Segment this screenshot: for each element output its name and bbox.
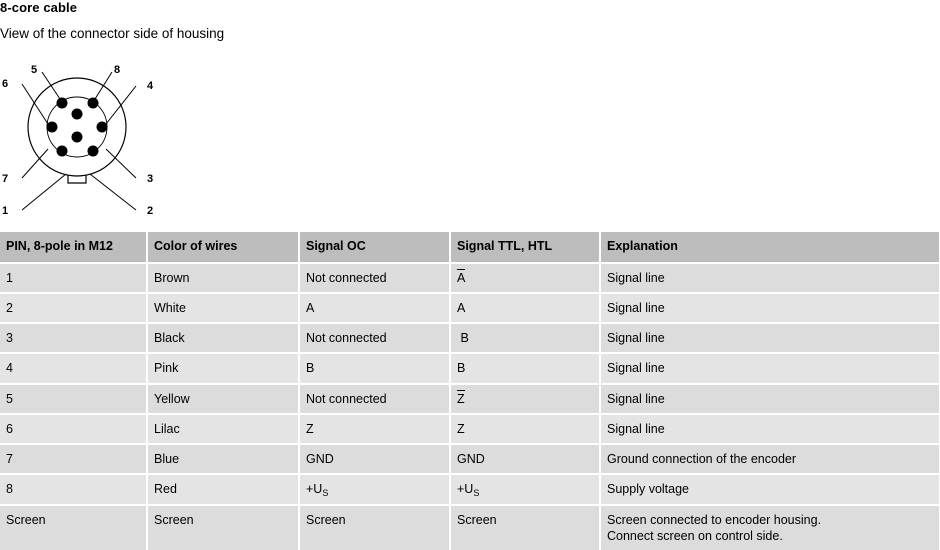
cell-pin: Screen bbox=[0, 505, 147, 550]
cell-explanation: Signal line bbox=[600, 263, 939, 293]
cell-signal-oc: Screen bbox=[299, 505, 450, 550]
cell-signal-ttl-htl: B bbox=[450, 353, 600, 383]
svg-text:5: 5 bbox=[31, 64, 38, 76]
table-header-row bbox=[0, 232, 939, 263]
cell-explanation: Signal line bbox=[600, 414, 939, 444]
cell-signal-ttl-htl: Screen bbox=[450, 505, 600, 550]
table-row bbox=[0, 293, 939, 323]
pinout-table bbox=[0, 232, 939, 550]
cell-explanation: Ground connection of the encoder bbox=[600, 444, 939, 474]
cell-pin: 2 bbox=[0, 293, 147, 323]
column-header-color: Color of wires bbox=[147, 232, 299, 263]
cell-pin: 7 bbox=[0, 444, 147, 474]
page-title: 8-core cable bbox=[0, 0, 78, 15]
cell-color: Screen bbox=[147, 505, 299, 550]
cell-explanation: Supply voltage bbox=[600, 474, 939, 504]
cell-signal-oc: A bbox=[299, 293, 450, 323]
cell-signal-ttl-htl: GND bbox=[450, 444, 600, 474]
page-subtitle: View of the connector side of housing bbox=[0, 26, 225, 41]
cell-signal-ttl-htl: A bbox=[450, 293, 600, 323]
table-row bbox=[0, 414, 939, 444]
cell-signal-ttl-htl bbox=[450, 323, 600, 353]
supply-voltage-subscript: S bbox=[473, 488, 480, 499]
column-header-signal-oc: Signal OC bbox=[299, 232, 450, 263]
svg-text:6: 6 bbox=[2, 78, 9, 90]
m12-8-pole-connector-pinout-diagram bbox=[0, 50, 200, 215]
cell-pin: 6 bbox=[0, 414, 147, 444]
cell-signal-oc: GND bbox=[299, 444, 450, 474]
signal-suffix: B bbox=[457, 331, 469, 346]
supply-voltage-label: +U bbox=[306, 482, 323, 497]
supply-voltage-label: +U bbox=[457, 482, 474, 497]
cell-signal-ttl-htl bbox=[450, 384, 600, 414]
cell-pin: 5 bbox=[0, 384, 147, 414]
overline-signal: A bbox=[457, 270, 466, 285]
column-header-pin: PIN, 8-pole in M12 bbox=[0, 232, 147, 263]
table-row bbox=[0, 384, 939, 414]
cell-pin: 8 bbox=[0, 474, 147, 504]
cell-color: Red bbox=[147, 474, 299, 504]
svg-text:2: 2 bbox=[147, 205, 154, 215]
cell-pin: 4 bbox=[0, 353, 147, 383]
cell-color: Black bbox=[147, 323, 299, 353]
cell-signal-oc bbox=[299, 474, 450, 504]
column-header-explanation: Explanation bbox=[600, 232, 939, 263]
table-row bbox=[0, 263, 939, 293]
svg-text:7: 7 bbox=[2, 173, 9, 185]
cell-signal-oc: B bbox=[299, 353, 450, 383]
cell-explanation bbox=[600, 505, 939, 550]
cell-color: Pink bbox=[147, 353, 299, 383]
explanation-line-1: Screen connected to encoder housing. bbox=[607, 512, 822, 527]
cell-pin: 3 bbox=[0, 323, 147, 353]
table-row bbox=[0, 444, 939, 474]
cell-signal-ttl-htl: Z bbox=[450, 414, 600, 444]
cell-explanation: Signal line bbox=[600, 323, 939, 353]
svg-text:4: 4 bbox=[147, 80, 154, 92]
table-row bbox=[0, 474, 939, 504]
cell-signal-ttl-htl bbox=[450, 474, 600, 504]
cell-color: Yellow bbox=[147, 384, 299, 414]
svg-text:1: 1 bbox=[2, 205, 9, 215]
cell-signal-oc: Z bbox=[299, 414, 450, 444]
table-row bbox=[0, 353, 939, 383]
cell-explanation: Signal line bbox=[600, 353, 939, 383]
supply-voltage-subscript: S bbox=[322, 488, 329, 499]
cell-signal-oc: Not connected bbox=[299, 384, 450, 414]
explanation-line-2: Connect screen on control side. bbox=[607, 528, 783, 543]
cell-signal-oc: Not connected bbox=[299, 263, 450, 293]
cell-color: Lilac bbox=[147, 414, 299, 444]
cell-explanation: Signal line bbox=[600, 293, 939, 323]
table-row bbox=[0, 323, 939, 353]
cell-color: White bbox=[147, 293, 299, 323]
overline-signal: Z bbox=[457, 391, 465, 406]
cell-color: Blue bbox=[147, 444, 299, 474]
cell-pin: 1 bbox=[0, 263, 147, 293]
cell-color: Brown bbox=[147, 263, 299, 293]
table-row bbox=[0, 505, 939, 550]
cell-signal-oc: Not connected bbox=[299, 323, 450, 353]
cell-explanation: Signal line bbox=[600, 384, 939, 414]
svg-text:8: 8 bbox=[114, 64, 121, 76]
column-header-signal-ttl-htl: Signal TTL, HTL bbox=[450, 232, 600, 263]
cell-signal-ttl-htl bbox=[450, 263, 600, 293]
svg-text:3: 3 bbox=[147, 173, 154, 185]
